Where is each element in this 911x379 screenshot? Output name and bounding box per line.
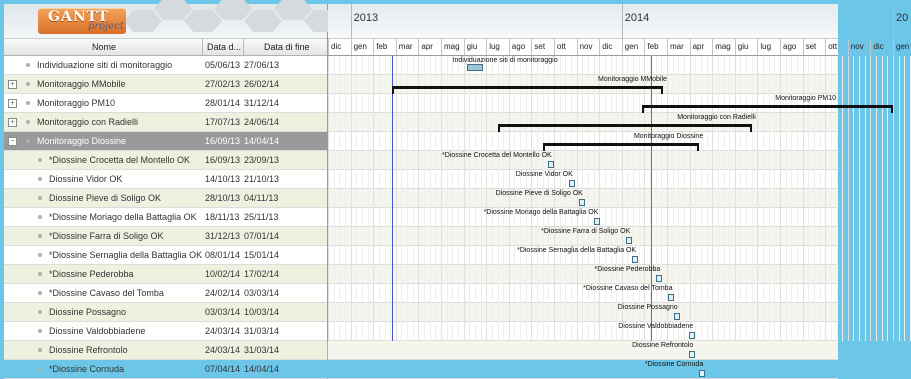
task-start-date[interactable]: 24/03/14 (205, 345, 241, 355)
month-gridline (351, 56, 352, 341)
task-row[interactable] (4, 227, 327, 246)
month-label: ago (783, 42, 797, 51)
task-row[interactable] (4, 284, 327, 303)
task-end-date[interactable]: 15/01/14 (244, 250, 280, 260)
today-line (651, 56, 652, 341)
column-header-start[interactable]: Data d... (207, 42, 242, 52)
task-row[interactable] (4, 360, 327, 379)
week-gridline (435, 56, 436, 341)
week-gridline (882, 56, 883, 341)
task-bar-label: Monitoraggio MMobile (598, 76, 667, 83)
week-gridline (656, 56, 657, 341)
task-bullet-icon (26, 82, 30, 86)
week-gridline (763, 56, 764, 341)
week-gridline (469, 56, 470, 341)
task-name[interactable]: *Diossine Cavaso del Tomba (49, 288, 164, 298)
expand-toggle[interactable]: + (8, 118, 17, 127)
task-bullet-icon (38, 177, 42, 181)
week-gridline (616, 56, 617, 341)
task-bullet-icon (38, 196, 42, 200)
task-row[interactable] (4, 113, 327, 132)
task-bar-label: Monitoraggio con Radielli (677, 114, 756, 121)
task-end-date[interactable]: 07/01/14 (244, 231, 280, 241)
task-end-date[interactable]: 23/09/13 (244, 155, 280, 165)
task-bar-label: Monitoraggio PM10 (775, 95, 836, 102)
month-gridline (373, 56, 374, 341)
month-label: lug (760, 42, 772, 51)
week-gridline (695, 56, 696, 341)
summary-bar[interactable] (498, 124, 752, 127)
week-gridline (752, 56, 753, 341)
week-gridline (729, 56, 730, 341)
week-gridline (390, 56, 391, 341)
week-gridline (565, 56, 566, 341)
chart-row[interactable] (328, 341, 838, 360)
task-bar-label: *Diossine Crocetta del Montello OK (441, 152, 552, 159)
month-label: gen (896, 42, 910, 51)
task-bullet-icon (38, 272, 42, 276)
task-row[interactable] (4, 189, 327, 208)
week-gridline (543, 56, 544, 341)
task-bullet-icon (38, 329, 42, 333)
week-gridline (707, 56, 708, 341)
task-row[interactable] (4, 303, 327, 322)
task-end-date[interactable]: 27/06/13 (244, 60, 280, 70)
month-divider (644, 39, 645, 55)
task-end-date[interactable]: 25/11/13 (244, 212, 279, 222)
task-row[interactable] (4, 322, 327, 341)
month-label: mag (444, 42, 460, 51)
month-gridline (712, 56, 713, 341)
task-bar-label: *Diossine Moriago della Battaglia OK (483, 209, 599, 216)
week-gridline (661, 56, 662, 341)
task-name[interactable]: Individuazione siti di monitoraggio (37, 60, 173, 70)
task-start-date[interactable]: 10/02/14 (205, 269, 241, 279)
week-gridline (447, 56, 448, 341)
month-label: set (805, 42, 817, 51)
week-gridline (339, 56, 340, 341)
task-bar-label: Diossine Vidor OK (515, 171, 573, 178)
column-divider[interactable] (243, 39, 244, 55)
month-label: ago (511, 42, 526, 51)
month-gridline (870, 56, 871, 341)
task-end-date[interactable]: 17/02/14 (244, 269, 280, 279)
task-bar-label: Diossine Pieve di Soligo OK (495, 190, 583, 197)
month-divider (396, 39, 397, 55)
task-end-date[interactable]: 21/10/13 (244, 174, 280, 184)
task-marker[interactable] (579, 199, 585, 206)
month-gridline (486, 56, 487, 341)
task-name[interactable]: *Diossine Pederobba (49, 269, 134, 279)
task-start-date[interactable]: 16/09/13 (205, 155, 241, 165)
week-gridline (842, 56, 843, 341)
week-gridline (594, 56, 595, 341)
month-divider (735, 39, 736, 55)
month-divider (848, 39, 849, 55)
task-start-date[interactable]: 28/01/14 (205, 98, 241, 108)
task-name[interactable]: Diossine Pieve di Soligo OK (49, 193, 162, 203)
month-divider (441, 39, 442, 55)
week-gridline (413, 56, 414, 341)
task-bar-label: *Diossine Farra di Soligo OK (541, 228, 631, 235)
month-label: nov (850, 42, 864, 51)
month-label: feb (647, 42, 659, 51)
week-gridline (452, 56, 453, 341)
timeline-months (328, 39, 910, 56)
task-end-date[interactable]: 31/03/14 (244, 345, 280, 355)
task-start-date[interactable]: 07/04/14 (205, 364, 241, 374)
month-gridline (464, 56, 465, 341)
task-end-date[interactable]: 24/06/14 (244, 117, 280, 127)
week-gridline (769, 56, 770, 341)
task-marker[interactable] (674, 313, 680, 320)
week-gridline (701, 56, 702, 341)
week-gridline (560, 56, 561, 341)
month-label: dic (602, 42, 613, 51)
week-gridline (899, 56, 900, 341)
month-divider (509, 39, 510, 55)
month-divider (486, 39, 487, 55)
week-gridline (605, 56, 606, 341)
month-gridline (690, 56, 691, 341)
week-gridline (498, 56, 499, 341)
month-gridline (509, 56, 510, 341)
week-gridline (837, 56, 838, 341)
week-gridline (876, 56, 877, 341)
task-row[interactable] (4, 151, 327, 170)
week-gridline (611, 56, 612, 341)
week-gridline (503, 56, 504, 341)
column-header-end[interactable]: Data di fine (264, 42, 310, 52)
week-gridline (740, 56, 741, 341)
week-gridline (639, 56, 640, 341)
task-row[interactable] (4, 94, 327, 113)
month-gridline (599, 56, 600, 341)
decorative-hex (124, 10, 162, 32)
task-start-date[interactable]: 28/10/13 (205, 193, 241, 203)
task-bar[interactable] (467, 64, 483, 71)
week-gridline (548, 56, 549, 341)
month-gridline (735, 56, 736, 341)
month-gridline (418, 56, 419, 341)
task-start-date[interactable]: 18/11/13 (205, 212, 240, 222)
task-start-date[interactable]: 03/03/14 (205, 307, 241, 317)
month-label: mar (670, 42, 684, 51)
week-gridline (887, 56, 888, 341)
gantt-chart[interactable] (328, 4, 910, 368)
task-bullet-icon (38, 234, 42, 238)
summary-bar[interactable] (642, 105, 893, 108)
task-bullet-icon (26, 101, 30, 105)
week-gridline (379, 56, 380, 341)
week-gridline (684, 56, 685, 341)
task-bar-label: *Diossine Pederobba (594, 266, 661, 273)
month-label: apr (421, 42, 433, 51)
year-divider (351, 4, 352, 38)
decorative-hex (184, 10, 222, 32)
logo-subtext: project (88, 21, 124, 32)
month-label: giu (737, 42, 749, 51)
week-gridline (633, 56, 634, 341)
task-start-date[interactable]: 24/03/14 (205, 326, 241, 336)
task-marker[interactable] (626, 237, 632, 244)
month-label: ott (828, 42, 838, 51)
task-name[interactable]: Monitoraggio Diossine (37, 136, 127, 146)
month-label: mar (398, 42, 413, 51)
task-end-date[interactable]: 10/03/14 (244, 307, 280, 317)
task-row[interactable] (4, 170, 327, 189)
week-gridline (571, 56, 572, 341)
task-start-date[interactable]: 31/12/13 (205, 231, 241, 241)
week-gridline (853, 56, 854, 341)
summary-bar[interactable] (543, 143, 700, 146)
decorative-hex (214, 0, 252, 20)
month-label: ott (557, 42, 566, 51)
chart-row[interactable] (328, 360, 838, 379)
month-divider (464, 39, 465, 55)
task-marker[interactable] (689, 332, 695, 339)
task-name[interactable]: *Diossine Crocetta del Montello OK (49, 155, 191, 165)
task-bullet-icon (38, 367, 42, 371)
month-gridline (531, 56, 532, 341)
week-gridline (401, 56, 402, 341)
year-divider (893, 4, 894, 38)
year-divider (622, 4, 623, 38)
year-label: 2014 (624, 12, 650, 24)
task-end-date[interactable]: 31/03/14 (244, 326, 280, 336)
month-divider (757, 39, 758, 55)
week-gridline (492, 56, 493, 341)
month-gridline (644, 56, 645, 341)
task-name[interactable]: Monitoraggio MMobile (37, 79, 126, 89)
week-gridline (430, 56, 431, 341)
month-divider (690, 39, 691, 55)
month-divider (667, 39, 668, 55)
month-gridline (396, 56, 397, 341)
task-bullet-icon (38, 310, 42, 314)
task-marker[interactable] (668, 294, 674, 301)
month-divider (712, 39, 713, 55)
task-start-date[interactable]: 17/07/13 (205, 117, 241, 127)
month-divider (328, 39, 329, 55)
week-gridline (475, 56, 476, 341)
ganttproject-logo (38, 8, 126, 34)
month-label: set (534, 42, 546, 51)
task-end-date[interactable]: 03/03/14 (244, 288, 280, 298)
month-gridline (577, 56, 578, 341)
month-label: giu (466, 42, 478, 51)
task-marker[interactable] (689, 351, 695, 358)
logo-text: GANTT (48, 9, 109, 25)
week-gridline (718, 56, 719, 341)
task-marker[interactable] (548, 161, 554, 168)
task-marker[interactable] (594, 218, 600, 225)
month-divider (351, 39, 352, 55)
month-gridline (893, 56, 894, 341)
task-row[interactable] (4, 265, 327, 284)
task-marker[interactable] (699, 370, 705, 377)
month-gridline (328, 56, 329, 341)
task-bullet-icon (38, 253, 42, 257)
column-header-name[interactable]: Nome (92, 42, 117, 52)
task-bullet-icon (38, 215, 42, 219)
task-row[interactable] (4, 132, 327, 151)
decorative-hex (244, 10, 282, 32)
task-marker[interactable] (632, 256, 638, 263)
task-start-date[interactable]: 27/02/13 (205, 79, 241, 89)
chart-grid[interactable] (328, 56, 838, 368)
task-bar-label: *Diossine Cornuda (644, 361, 704, 368)
year-label: 2013 (353, 12, 379, 24)
month-divider (780, 39, 781, 55)
month-label: apr (692, 42, 705, 51)
month-label: dic (873, 42, 884, 51)
task-bullet-icon (26, 120, 30, 124)
task-row[interactable] (4, 56, 327, 75)
month-divider (554, 39, 555, 55)
logo-area (4, 4, 327, 39)
task-start-date[interactable]: 05/06/13 (205, 60, 241, 70)
month-label: mag (715, 42, 731, 51)
task-end-date[interactable]: 04/11/13 (244, 193, 279, 203)
task-start-date[interactable]: 08/01/14 (205, 250, 241, 260)
month-divider (577, 39, 578, 55)
task-row[interactable] (4, 75, 327, 94)
column-divider[interactable] (202, 39, 203, 55)
task-name[interactable]: Diossine Refrontolo (49, 345, 128, 355)
week-gridline (407, 56, 408, 341)
month-divider (893, 39, 894, 55)
week-gridline (526, 56, 527, 341)
month-label: dic (331, 42, 342, 51)
task-bar-label: Monitoraggio Diossine (633, 133, 704, 140)
week-gridline (520, 56, 521, 341)
week-gridline (424, 56, 425, 341)
expand-toggle[interactable]: + (8, 80, 17, 89)
week-gridline (385, 56, 386, 341)
column-headers (4, 39, 327, 56)
week-gridline (458, 56, 459, 341)
task-name[interactable]: *Diossine Cornuda (49, 364, 125, 374)
task-start-date[interactable]: 24/02/14 (205, 288, 241, 298)
task-bullet-icon (38, 291, 42, 295)
task-end-date[interactable]: 31/12/14 (244, 98, 280, 108)
month-label: nov (579, 42, 593, 51)
month-gridline (441, 56, 442, 341)
task-name[interactable]: *Diossine Farra di Soligo OK (49, 231, 164, 241)
task-name[interactable]: Diossine Vidor OK (49, 174, 123, 184)
month-divider (599, 39, 600, 55)
decorative-hex (274, 0, 312, 20)
task-bar-label: Diossine Possagno (617, 304, 678, 311)
month-divider (531, 39, 532, 55)
week-gridline (481, 56, 482, 341)
week-gridline (678, 56, 679, 341)
task-name[interactable]: *Diossine Moriago della Battaglia OK (49, 212, 197, 222)
task-row[interactable] (4, 246, 327, 265)
month-gridline (757, 56, 758, 341)
task-row[interactable] (4, 208, 327, 227)
week-gridline (368, 56, 369, 341)
task-name[interactable]: Diossine Valdobbiadene (49, 326, 146, 336)
week-gridline (514, 56, 515, 341)
task-start-date[interactable]: 16/09/13 (205, 136, 241, 146)
month-label: gen (353, 42, 367, 51)
task-start-date[interactable]: 14/10/13 (205, 174, 241, 184)
month-divider (418, 39, 419, 55)
task-tree (4, 4, 328, 374)
expand-toggle[interactable]: − (8, 137, 17, 146)
task-bullet-icon (26, 63, 30, 67)
task-row[interactable] (4, 341, 327, 360)
task-bullet-icon (38, 158, 42, 162)
month-label: lug (489, 42, 500, 51)
task-bar-label: *Diossine Sernaglia della Battaglia OK (517, 247, 637, 254)
task-bar-label: *Diossine Cavaso del Tomba (583, 285, 673, 292)
week-gridline (345, 56, 346, 341)
month-gridline (554, 56, 555, 341)
task-bar-label: Diossine Valdobbiadene (618, 323, 694, 330)
task-name[interactable]: Monitoraggio PM10 (37, 98, 116, 108)
task-name[interactable]: Monitoraggio con Radielli (37, 117, 139, 127)
task-bullet-icon (38, 348, 42, 352)
week-gridline (537, 56, 538, 341)
task-bar-label: Diossine Refrontolo (632, 342, 694, 349)
month-divider (622, 39, 623, 55)
month-divider (825, 39, 826, 55)
task-marker[interactable] (656, 275, 662, 282)
summary-bar[interactable] (392, 86, 662, 89)
project-start-line (392, 56, 393, 341)
task-marker[interactable] (569, 180, 575, 187)
month-gridline (622, 56, 623, 341)
week-gridline (724, 56, 725, 341)
week-gridline (362, 56, 363, 341)
month-divider (803, 39, 804, 55)
expand-toggle[interactable]: + (8, 99, 17, 108)
week-gridline (746, 56, 747, 341)
week-gridline (588, 56, 589, 341)
month-label: gen (624, 42, 639, 51)
timeline-years (328, 4, 909, 39)
task-end-date[interactable]: 14/04/14 (244, 364, 280, 374)
task-bar-label: Individuazione siti di monitoraggio (452, 57, 558, 64)
month-divider (373, 39, 374, 55)
week-gridline (904, 56, 905, 341)
decorative-hex (154, 0, 192, 20)
week-gridline (865, 56, 866, 341)
month-gridline (848, 56, 849, 341)
task-bullet-icon (26, 139, 30, 143)
task-end-date[interactable]: 26/02/14 (244, 79, 280, 89)
week-gridline (627, 56, 628, 341)
month-label: feb (376, 42, 388, 51)
gantt-window (4, 4, 910, 374)
week-gridline (356, 56, 357, 341)
task-name[interactable]: *Diossine Sernaglia della Battaglia OK (49, 250, 203, 260)
week-gridline (859, 56, 860, 341)
month-divider (870, 39, 871, 55)
task-end-date[interactable]: 14/04/14 (244, 136, 280, 146)
year-label: 20 (896, 12, 909, 24)
week-gridline (334, 56, 335, 341)
task-name[interactable]: Diossine Possagno (49, 307, 127, 317)
